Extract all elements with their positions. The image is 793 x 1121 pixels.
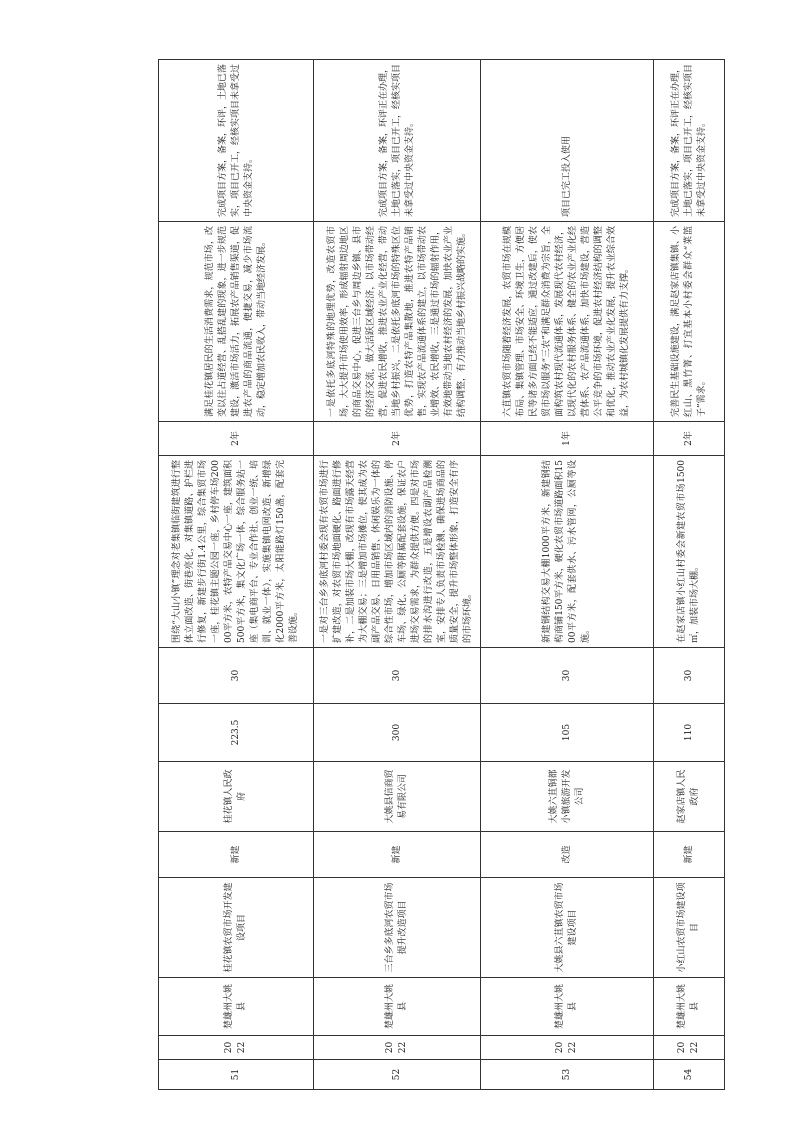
row-progress bbox=[314, 60, 481, 222]
row-investment: 300 bbox=[314, 704, 481, 762]
table-row bbox=[481, 60, 654, 1090]
row-number: 53 bbox=[481, 1060, 654, 1090]
row-progress bbox=[481, 60, 654, 222]
row-region: 楚雄州大姚县 bbox=[654, 978, 725, 1036]
row-construction-type: 新建 bbox=[159, 832, 314, 878]
row-period: 1年 bbox=[481, 422, 654, 456]
row-progress-text: 完成项目方案，备案，环评正在办理，土地已落实，项目已开工，经核实项目未拿受过中央资金支持。 bbox=[670, 64, 707, 217]
row-content-text: 在赵家店镇小红山村委会新建农贸市场1500㎡，加装市场大棚。 bbox=[677, 460, 700, 643]
row-project-name: 大姚县六苴镇农贸市场建设项目 bbox=[481, 878, 654, 978]
row-area-value: 30 bbox=[159, 648, 314, 704]
row-area-value: 30 bbox=[654, 648, 725, 704]
row-number: 52 bbox=[314, 1060, 481, 1090]
row-period: 2年 bbox=[314, 422, 481, 456]
row-benefit-text: 满足桂花镇居民的生活消费需求，规范市场，改变以往占道经营、乱搭乱建的现象，进一步规范建设，激活市场活力，拓展农产品销售渠道，促进农产品的商品流通，便捷交易，减少市场流动，稳定增加农民收入，带动当地经济发展。 bbox=[204, 226, 267, 417]
row-project-name: 三台乡多底河农贸市场提升改造项目 bbox=[314, 878, 481, 978]
row-owner: 大姚六苴铜都小镇旅游开发公司 bbox=[481, 762, 654, 832]
row-project-name: 小红山农贸市场建设项目 bbox=[654, 878, 725, 978]
table-row bbox=[159, 60, 314, 1090]
row-project-name: 桂花镇农贸市场开发建设项目 bbox=[159, 878, 314, 978]
row-construction-type: 新建 bbox=[654, 832, 725, 878]
row-number: 51 bbox=[159, 1060, 314, 1090]
row-construction-type: 新建 bbox=[314, 832, 481, 878]
row-content-text: 一是对三台乡多底河村委会现有农贸市场进行扩建改造，对农贸市场地面硬化、路面进行修补，二是加装市场大棚，改现有市场露天经营为大棚交易；三是增加市场摊位，使其成为农副产品交易、日用品销售、休闲娱乐为一体的综合性市场，增加市场区域内的消防设施、停车场、绿化、公厕等附属配套设施，保证农户进场交易需求，为群众提供方便。四是对市场的排水沟进行改造，五是增设农副产品检测室，安排专人负责市场检测、确保进场商品的质量安全，提升市场整体形象，打造安全有序的市场环境。 bbox=[320, 460, 473, 643]
row-benefit bbox=[481, 222, 654, 422]
row-progress bbox=[654, 60, 725, 222]
row-region: 楚雄州大姚县 bbox=[481, 978, 654, 1036]
row-region: 楚雄州大姚县 bbox=[159, 978, 314, 1036]
table-row bbox=[654, 60, 725, 1090]
row-owner: 赵家店镇人民政府 bbox=[654, 762, 725, 832]
row-content-text: 围绕“大山小镇”理念对老集镇临街建筑进行整体立面改造、街巷亮化，对集镇道路、护栏进行修复，新建步行街1.4公里，综合集贸市场一座，桂花镇主题公园一座，乡村停车场20000平方米，农特产品交易中心一座，建筑面积500平方米，集文化广场一体，综合服务站一座（集电商平台、专业合作社、创业一统、培训、就业一体），实施集镇电网改造、新增绿化2000平方米，太阳能路灯150盏，配套完善设施。 bbox=[172, 460, 299, 643]
row-area-value: 30 bbox=[314, 648, 481, 704]
row-period: 2年 bbox=[654, 422, 725, 456]
row-area-value: 30 bbox=[481, 648, 654, 704]
row-benefit-text: 六苴镇农贸市场随着经济发展，农贸市场在规模布局、集镇管理、市场安全、环境卫生，方便居民等诸多方面已经不能适应，通过改建后，使农贸市场以服务“三农”和满足群众消费为宗旨，全面构筑农村现代流通体系，发展现代农村经济，以现代化的农村服务体系、健全的农业产业化经营体系、农产品流通体系，加快市场建设，营造公平竞争的市场环境，促进农村经济结构的调整和优化，推动农业产业化发展，提升农业综合效益，为农村城镇化发展提供有力支撑。 bbox=[503, 226, 630, 417]
row-content bbox=[314, 456, 481, 648]
row-content bbox=[159, 456, 314, 648]
row-year: 2022 bbox=[481, 1036, 654, 1060]
row-region: 楚雄州大姚县 bbox=[314, 978, 481, 1036]
row-investment: 110 bbox=[654, 704, 725, 762]
row-benefit-text: 完善民生基础设施建设，满足赵家店镇集镇、小红山、黑竹箐、打宜基本小村委会群众“菜篮子”需求。 bbox=[670, 226, 707, 417]
row-benefit-text: 一是依托多底河特殊的地理优势，改造农贸市场，大大提升市场使用效率，形成辐射周边地区的商品交易中心，促进三台乡与周边乡镇、县市的经济交流，做大活跃区域经济，以市场带动经营，促进农民增收，推进农业产业化经营，带动当地乡村振兴，二是依托多底河市场的特殊区位优势，打造农特产品集散地，推进农特产品销售，实现农产品流通体系的建立，以市场带动农业增效、农民增收，三是通过市场的辐射作用，有效地带动当地农村经济的发展，加快农业产业结构调整，有力推动当地乡村振兴战略的实施。 bbox=[326, 226, 467, 417]
row-year: 2022 bbox=[159, 1036, 314, 1060]
row-period: 2年 bbox=[159, 422, 314, 456]
row-year: 2022 bbox=[314, 1036, 481, 1060]
row-investment: 223.5 bbox=[159, 704, 314, 762]
row-investment: 105 bbox=[481, 704, 654, 762]
row-number: 54 bbox=[654, 1060, 725, 1090]
row-year: 2022 bbox=[654, 1036, 725, 1060]
row-progress-text: 项目已完工投入使用 bbox=[561, 135, 572, 217]
row-benefit bbox=[314, 222, 481, 422]
row-progress bbox=[159, 60, 314, 222]
rotated-table-wrapper bbox=[158, 60, 793, 1090]
row-benefit bbox=[159, 222, 314, 422]
row-construction-type: 改造 bbox=[481, 832, 654, 878]
row-owner: 大姚县信商贸易有限公司 bbox=[314, 762, 481, 832]
table-row bbox=[314, 60, 481, 1090]
row-progress-text: 完成项目方案，备案，环评正在办理，土地已落实，项目已开工，经核实项目未拿受过中央资金支持。 bbox=[378, 64, 415, 217]
row-content bbox=[654, 456, 725, 648]
row-content bbox=[481, 456, 654, 648]
row-content-text: 新建钢结构交易大棚1000平方米，新建钢结构商铺150平方米，硬化农贸市场道路面积1500平方米，配套供水、污水管网，公厕等设施。 bbox=[542, 460, 591, 643]
row-owner: 桂花镇人民政府 bbox=[159, 762, 314, 832]
row-progress-text: 完成项目方案，备案，环评，土地已落实，项目已开工，经核实项目未拿受过中央资金支持。 bbox=[217, 64, 254, 217]
project-table bbox=[158, 59, 725, 1090]
row-benefit bbox=[654, 222, 725, 422]
